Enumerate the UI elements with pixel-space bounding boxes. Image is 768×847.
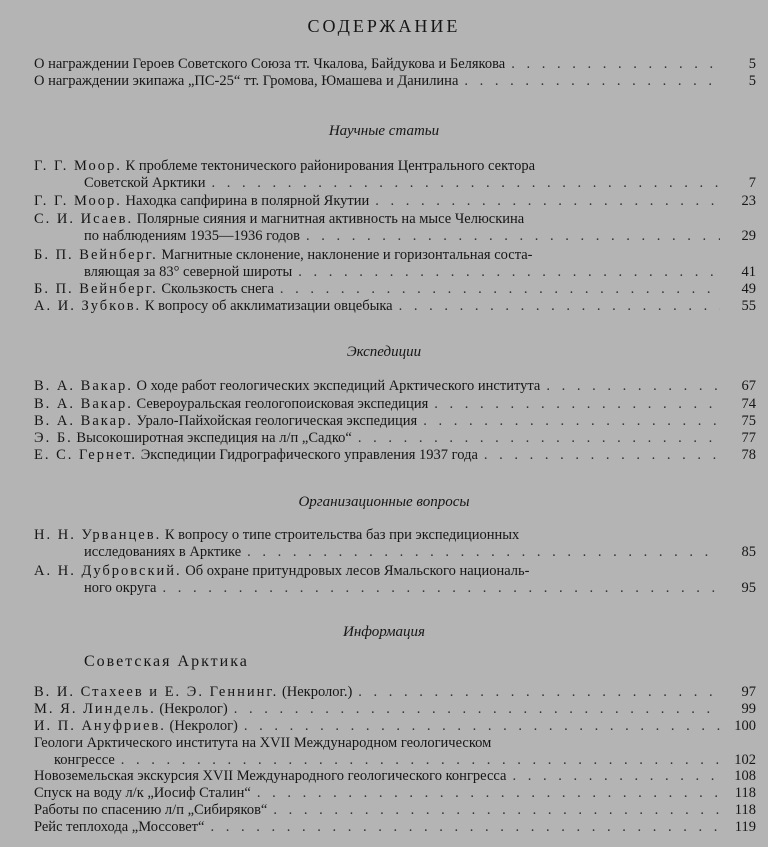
- page-number: 5: [748, 56, 756, 72]
- toc-entry[interactable]: [34, 430, 756, 447]
- toc-entry[interactable]: [34, 378, 756, 395]
- entry-title: Находка сапфирина в полярной Якутии: [125, 193, 370, 209]
- leader-dots: [234, 701, 720, 718]
- entry-author: Е. С. Гернет.: [34, 447, 138, 463]
- page-number: 97: [741, 684, 756, 700]
- entry-title-cont: конгрессе: [54, 752, 115, 768]
- page-title: СОДЕРЖАНИЕ: [307, 16, 461, 36]
- page-number: 118: [734, 802, 756, 818]
- leader-dots: [162, 580, 720, 597]
- section-heading-science: Научные статьи: [328, 123, 440, 139]
- entry-author: Г. Г. Моор.: [34, 193, 122, 209]
- leader-dots: [273, 802, 720, 819]
- entry-author: В. И. Стахеев и Е. Э. Геннинг.: [34, 684, 279, 700]
- entry-title: О награждении Героев Советского Союза тт. Чкалова, Байдукова и Белякова: [34, 56, 506, 72]
- toc-entry[interactable]: [34, 447, 756, 464]
- leader-dots: [244, 718, 720, 735]
- toc-entry[interactable]: [34, 247, 756, 281]
- entry-title: Спуск на воду л/к „Иосиф Сталин“: [34, 785, 251, 801]
- entry-title: Экспедиции Гидрографического управления 1937 года: [140, 447, 478, 463]
- entry-title: (Некролог): [169, 718, 238, 734]
- leader-dots: [247, 544, 720, 561]
- entry-title-cont: исследованиях в Арктике: [84, 544, 242, 560]
- toc-entry[interactable]: [34, 158, 756, 192]
- entry-title: Полярные сияния и магнитная активность на мысе Челюскина: [136, 211, 525, 227]
- page-number: 100: [734, 718, 756, 734]
- page-number: 85: [741, 544, 756, 560]
- leader-dots: [484, 447, 720, 464]
- page-number: 7: [748, 175, 756, 191]
- section-heading-expeditions: Экспедиции: [346, 344, 422, 360]
- toc-entry[interactable]: [34, 563, 756, 597]
- toc-entry[interactable]: [34, 298, 756, 315]
- entry-title: О ходе работ геологических экспедиций Арктического института: [136, 378, 541, 394]
- page-number: 29: [741, 228, 756, 244]
- toc-entry[interactable]: [34, 396, 756, 413]
- leader-dots: [423, 413, 720, 430]
- leader-dots: [212, 175, 721, 192]
- entry-author: Э. Б.: [34, 430, 73, 446]
- entry-title: К вопросу о типе строительства баз при экспедиционных: [164, 527, 520, 543]
- leader-dots: [257, 785, 720, 802]
- entry-author: С. И. Исаев.: [34, 211, 134, 227]
- page-number: 102: [734, 752, 756, 768]
- entry-title: Урало-Пайхойская геологическая экспедиция: [136, 413, 418, 429]
- entry-title: Магнитные склонение, наклонение и горизонтальная соста-: [161, 247, 533, 263]
- section-heading-organization: Организационные вопросы: [298, 494, 470, 510]
- entry-title: К вопросу об акклиматизации овцебыка: [144, 298, 393, 314]
- page-number: 99: [741, 701, 756, 717]
- page-number: 78: [741, 447, 756, 463]
- section-heading-info: Информация: [342, 624, 426, 640]
- entry-author: А. Н. Дубровский.: [34, 563, 182, 579]
- entry-author: И. П. Ануфриев.: [34, 718, 166, 734]
- page-number: 41: [741, 264, 756, 280]
- leader-dots: [280, 281, 720, 298]
- toc-entry[interactable]: [34, 768, 756, 785]
- toc-entry[interactable]: [34, 701, 756, 718]
- toc-entry[interactable]: [34, 211, 756, 245]
- leader-dots: [434, 396, 720, 413]
- page-number: 23: [741, 193, 756, 209]
- entry-author: В. А. Вакар.: [34, 378, 133, 394]
- page-number: 95: [741, 580, 756, 596]
- page-number: 118: [734, 785, 756, 801]
- entry-author: А. И. Зубков.: [34, 298, 142, 314]
- page-number: 75: [741, 413, 756, 429]
- entry-title: Высокоширотная экспедиция на л/п „Садко“: [76, 430, 352, 446]
- page-number: 5: [748, 73, 756, 89]
- subsection-heading: Советская Арктика: [84, 653, 249, 670]
- toc-entry[interactable]: [34, 785, 756, 802]
- entry-title-cont: по наблюдениям 1935—1936 годов: [84, 228, 300, 244]
- page-number: 77: [741, 430, 756, 446]
- page-number: 55: [741, 298, 756, 314]
- page-number: 49: [741, 281, 756, 297]
- leader-dots: [375, 193, 720, 210]
- page-number: 74: [741, 396, 756, 412]
- toc-entry[interactable]: [34, 735, 756, 769]
- entry-author: Б. П. Вейнберг.: [34, 281, 158, 297]
- leader-dots: [546, 378, 720, 395]
- entry-author: Б. П. Вейнберг.: [34, 247, 158, 263]
- entry-title: Скользкость снега: [161, 281, 274, 297]
- entry-author: Н. Н. Урванцев.: [34, 527, 162, 543]
- leader-dots: [464, 73, 720, 90]
- leader-dots: [210, 819, 720, 836]
- entry-title-cont: вляющая за 83° северной широты: [84, 264, 293, 280]
- entry-title: Геологи Арктического института на XVII Международном геологическом: [34, 735, 492, 751]
- entry-title: Рейс теплохода „Моссовет“: [34, 819, 205, 835]
- leader-dots: [399, 298, 720, 315]
- leader-dots: [298, 264, 720, 281]
- toc-entry[interactable]: [34, 718, 756, 735]
- toc-entry[interactable]: [34, 819, 756, 836]
- page-number: 119: [734, 819, 756, 835]
- entry-author: Г. Г. Моор.: [34, 158, 122, 174]
- entry-title: Работы по спасению л/п „Сибиряков“: [34, 802, 268, 818]
- entry-title: К проблеме тектонического районирования Центрального сектора: [125, 158, 536, 174]
- toc-entry[interactable]: [34, 802, 756, 819]
- leader-dots: [121, 752, 720, 769]
- page-number: 67: [741, 378, 756, 394]
- leader-dots: [306, 228, 720, 245]
- leader-dots: [512, 768, 720, 785]
- entry-title-cont: ного округа: [84, 580, 157, 596]
- toc-entry[interactable]: [34, 527, 756, 561]
- entry-title: (Некролог): [159, 701, 228, 717]
- entry-title: Новоземельская экскурсия XVII Международного геологического конгресса: [34, 768, 507, 784]
- toc-entry[interactable]: [34, 56, 756, 73]
- toc-entry[interactable]: [34, 413, 756, 430]
- entry-title-cont: Советской Арктики: [84, 175, 206, 191]
- page-number: 108: [734, 768, 756, 784]
- entry-author: В. А. Вакар.: [34, 396, 133, 412]
- entry-title: Североуральская геологопоисковая экспедиция: [136, 396, 429, 412]
- entry-title: (Некролог.): [281, 684, 353, 700]
- entry-author: В. А. Вакар.: [34, 413, 133, 429]
- entry-author: М. Я. Линдель.: [34, 701, 156, 717]
- leader-dots: [358, 430, 720, 447]
- leader-dots: [358, 684, 720, 701]
- toc-entry[interactable]: [34, 73, 756, 90]
- toc-entry[interactable]: [34, 193, 756, 210]
- toc-entry[interactable]: [34, 684, 756, 701]
- toc-entry[interactable]: [34, 281, 756, 298]
- entry-title: О награждении экипажа „ПС-25“ тт. Громова, Юмашева и Данилина: [34, 73, 459, 89]
- entry-title: Об охране притундровых лесов Ямальского националь-: [185, 563, 530, 579]
- leader-dots: [511, 56, 720, 73]
